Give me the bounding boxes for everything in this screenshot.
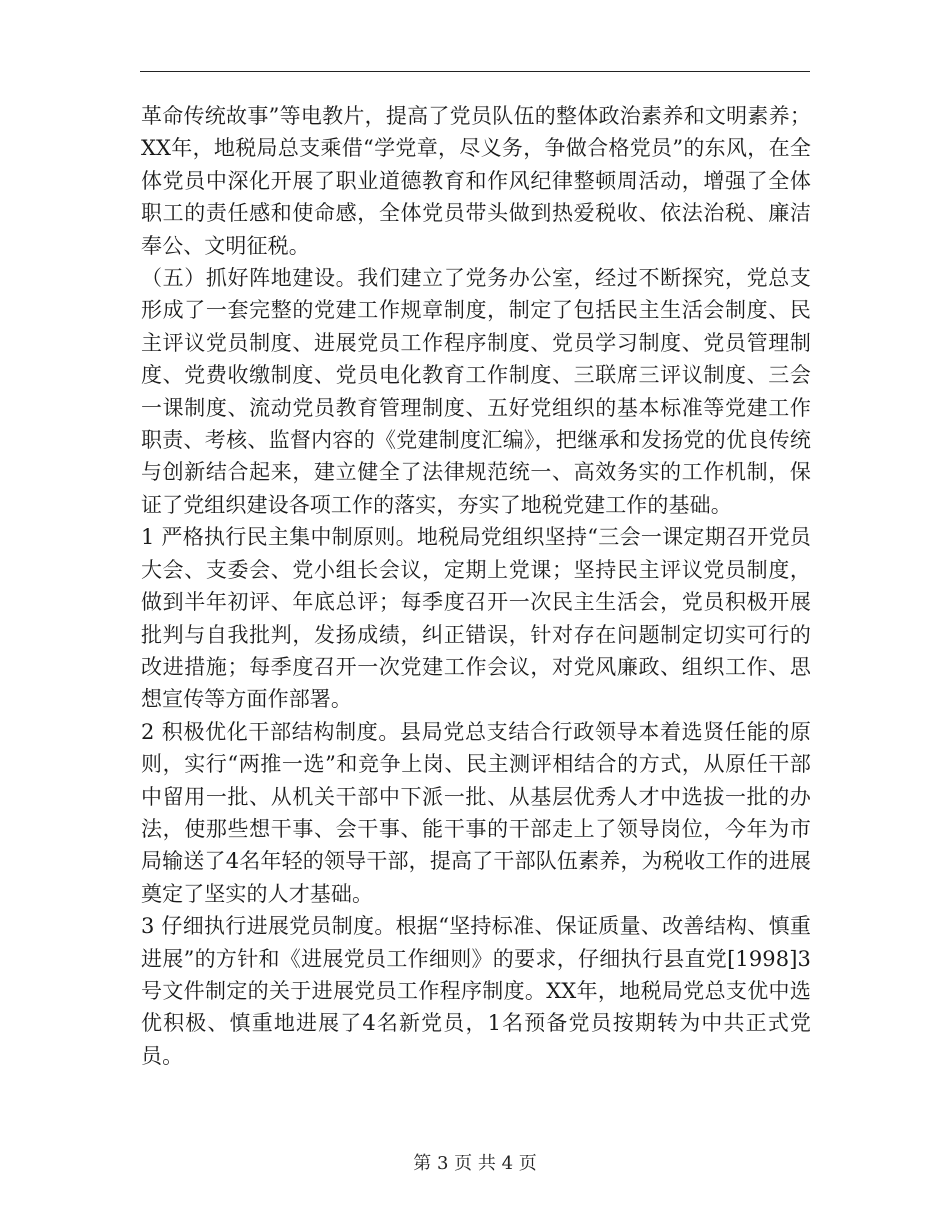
paragraph-education: 革命传统故事”等电教片，提高了党员队伍的整体政治素养和文明素养；XX年，地税局总支乘借“学党章，尽义务，争做合格党员”的东风，在全体党员中深化开展了职业道德教育和作风纪律整顿周活动，增强了全体职工的责任感和使命感，全体党员带头做到热爱税收、依法治税、廉洁奉公、文明征税。 [141,104,811,258]
paragraph-democratic-centralism: 1 严格执行民主集中制原则。地税局党组织坚持“三会一课定期召开党员大会、支委会、党小组长会议，定期上党课；坚持民主评议党员制度，做到半年初评、年底总评；每季度召开一次民主生活会，党员积极开展批判与自我批判，发扬成绩，纠正错误，针对存在问题制定切实可行的改进措施；每季度召开一次党建工作会议，对党风廉政、组织工作、思想宣传等方面作部署。 [141,525,811,712]
paragraph-member-development: 3 仔细执行进展党员制度。根据“坚持标准、保证质量、改善结构、慎重进展”的方针和《进展党员工作细则》的要求，仔细执行县直党[1998]3号文件制定的关于进展党员工作程序制度。XX年，地税局党总支优中选优积极、慎重地进展了4名新党员，1名预备党员按期转为中共正式党员。 [141,914,811,1068]
document-body [141,100,811,1072]
paragraph-cadre-structure: 2 积极优化干部结构制度。县局党总支结合行政领导本着选贤任能的原则，实行“两推一选”和竞争上岗、民主测评相结合的方式，从原任干部中留用一批、从机关干部中下派一批、从基层优秀人才中选拔一批的办法，使那些想干事、会干事、能干事的干部走上了领导岗位，今年为市局输送了4名年轻的领导干部，提高了干部队伍素养，为税收工作的进展奠定了坚实的人才基础。 [141,719,811,906]
header-rule [140,71,810,72]
page-number: 第 3 页 共 4 页 [413,1153,537,1174]
paragraph-position-building: （五）抓好阵地建设。我们建立了党务办公室，经过不断探究，党总支形成了一套完整的党建工作规章制度，制定了包括民主生活会制度、民主评议党员制度、进展党员工作程序制度、党员学习制度、党员管理制度、党费收缴制度、党员电化教育工作制度、三联席三评议制度、三会一课制度、流动党员教育管理制度、五好党组织的基本标准等党建工作职责、考核、监督内容的《党建制度汇编》，把继承和发扬党的优良传统与创新结合起来，建立健全了法律规范统一、高效务实的工作机制，保证了党组织建设各项工作的落实，夯实了地税党建工作的基础。 [141,266,811,517]
